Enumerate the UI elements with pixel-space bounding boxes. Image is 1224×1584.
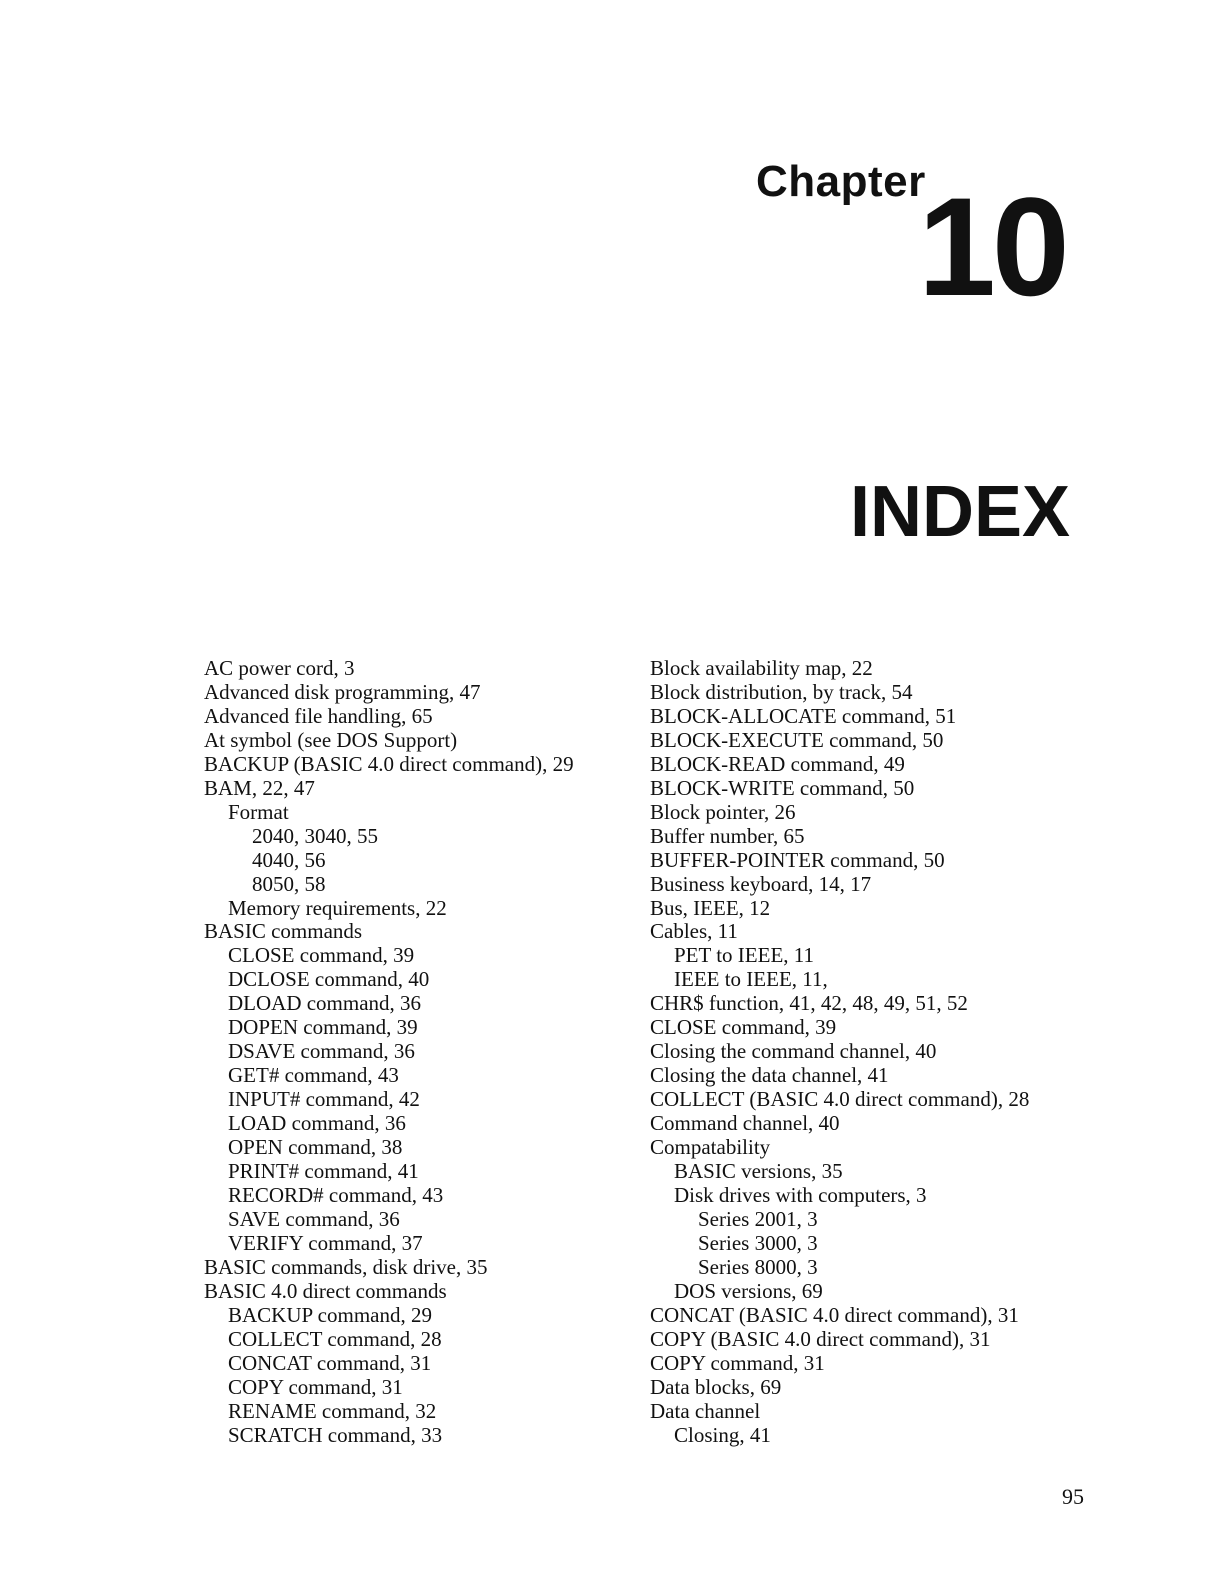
index-entry: BUFFER-POINTER command, 50 <box>650 847 945 872</box>
index-entry: Closing, 41 <box>674 1422 771 1447</box>
index-entry: Closing the command channel, 40 <box>650 1039 937 1064</box>
index-entry: Advanced disk programming, 47 <box>204 679 481 704</box>
index-entry: BASIC commands, disk drive, 35 <box>204 1254 488 1279</box>
index-entry: Compatability <box>650 1135 771 1160</box>
index-entry: CLOSE command, 39 <box>650 1015 837 1040</box>
index-entry: DSAVE command, 36 <box>228 1039 415 1064</box>
index-entry: DLOAD command, 36 <box>228 991 422 1016</box>
index-entry: OPEN command, 38 <box>228 1135 403 1160</box>
page-title: INDEX <box>850 472 1071 552</box>
index-entry: LOAD command, 36 <box>228 1111 406 1136</box>
index-entry: IEEE to IEEE, 11, <box>674 967 828 992</box>
index-entry: 4040, 56 <box>252 847 326 872</box>
index-entry: Series 2001, 3 <box>698 1206 818 1231</box>
index-entry: INPUT# command, 42 <box>228 1087 420 1112</box>
index-entry: DOS versions, 69 <box>674 1278 823 1303</box>
index-entry: BACKUP (BASIC 4.0 direct command), 29 <box>204 751 574 776</box>
index-entry: PET to IEEE, 11 <box>674 943 814 968</box>
index-entry: Block distribution, by track, 54 <box>650 679 913 704</box>
page-number: 95 <box>1062 1484 1084 1509</box>
index-entry: At symbol (see DOS Support) <box>204 727 458 752</box>
index-entry: Closing the data channel, 41 <box>650 1063 889 1088</box>
index-entry: SAVE command, 36 <box>228 1206 400 1231</box>
index-entry: Block pointer, 26 <box>650 799 796 824</box>
index-entry: Disk drives with computers, 3 <box>674 1182 927 1207</box>
index-entry: 8050, 58 <box>252 871 326 896</box>
index-entry: BACKUP command, 29 <box>228 1302 432 1327</box>
index-entry: BLOCK-ALLOCATE command, 51 <box>650 703 957 728</box>
index-entry: 2040, 3040, 55 <box>252 823 378 848</box>
index-entry: BLOCK-WRITE command, 50 <box>650 775 915 800</box>
index-column-right <box>650 657 1080 1447</box>
index-entry: Memory requirements, 22 <box>228 895 447 920</box>
index-entry: SCRATCH command, 33 <box>228 1422 443 1447</box>
index-column-left <box>204 657 624 1447</box>
index-entry: BASIC commands <box>204 919 363 944</box>
index-entry: GET# command, 43 <box>228 1063 399 1088</box>
index-entry: COLLECT (BASIC 4.0 direct command), 28 <box>650 1087 1030 1112</box>
index-entry: Series 3000, 3 <box>698 1230 818 1255</box>
index-entry: DCLOSE command, 40 <box>228 967 430 992</box>
index-entry: Data blocks, 69 <box>650 1374 782 1399</box>
index-entry: BASIC versions, 35 <box>674 1159 843 1184</box>
index-entry: RECORD# command, 43 <box>228 1182 444 1207</box>
index-entry: Cables, 11 <box>650 919 738 944</box>
index-entry: CONCAT command, 31 <box>228 1350 432 1375</box>
index-entry: AC power cord, 3 <box>204 656 355 680</box>
index-entry: Command channel, 40 <box>650 1111 840 1136</box>
index-entry: Advanced file handling, 65 <box>204 703 433 728</box>
chapter-label: Chapter <box>756 157 926 206</box>
index-entry: COPY command, 31 <box>228 1374 403 1399</box>
index-entry: BLOCK-READ command, 49 <box>650 751 905 776</box>
index-entry: BAM, 22, 47 <box>204 775 315 800</box>
index-entry: COPY command, 31 <box>650 1350 825 1375</box>
chapter-number: 10 <box>918 168 1066 325</box>
index-entry: Block availability map, 22 <box>650 656 873 680</box>
index-entry: VERIFY command, 37 <box>228 1230 423 1255</box>
index-entry: Business keyboard, 14, 17 <box>650 871 872 896</box>
index-entry: Series 8000, 3 <box>698 1254 818 1279</box>
index-entry: COLLECT command, 28 <box>228 1326 442 1351</box>
index-entry: Format <box>228 799 289 824</box>
index-entry: CONCAT (BASIC 4.0 direct command), 31 <box>650 1302 1019 1327</box>
index-entry: Data channel <box>650 1398 761 1423</box>
index-entry: RENAME command, 32 <box>228 1398 437 1423</box>
index-entry: BLOCK-EXECUTE command, 50 <box>650 727 944 752</box>
index-entry: PRINT# command, 41 <box>228 1159 419 1184</box>
index-entry: DOPEN command, 39 <box>228 1015 418 1040</box>
index-entry: Bus, IEEE, 12 <box>650 895 771 920</box>
index-entry: BASIC 4.0 direct commands <box>204 1278 447 1303</box>
index-entry: COPY (BASIC 4.0 direct command), 31 <box>650 1326 991 1351</box>
index-entry: Buffer number, 65 <box>650 823 805 848</box>
index-entry: CHR$ function, 41, 42, 48, 49, 51, 52 <box>650 991 968 1016</box>
index-entry: CLOSE command, 39 <box>228 943 415 968</box>
